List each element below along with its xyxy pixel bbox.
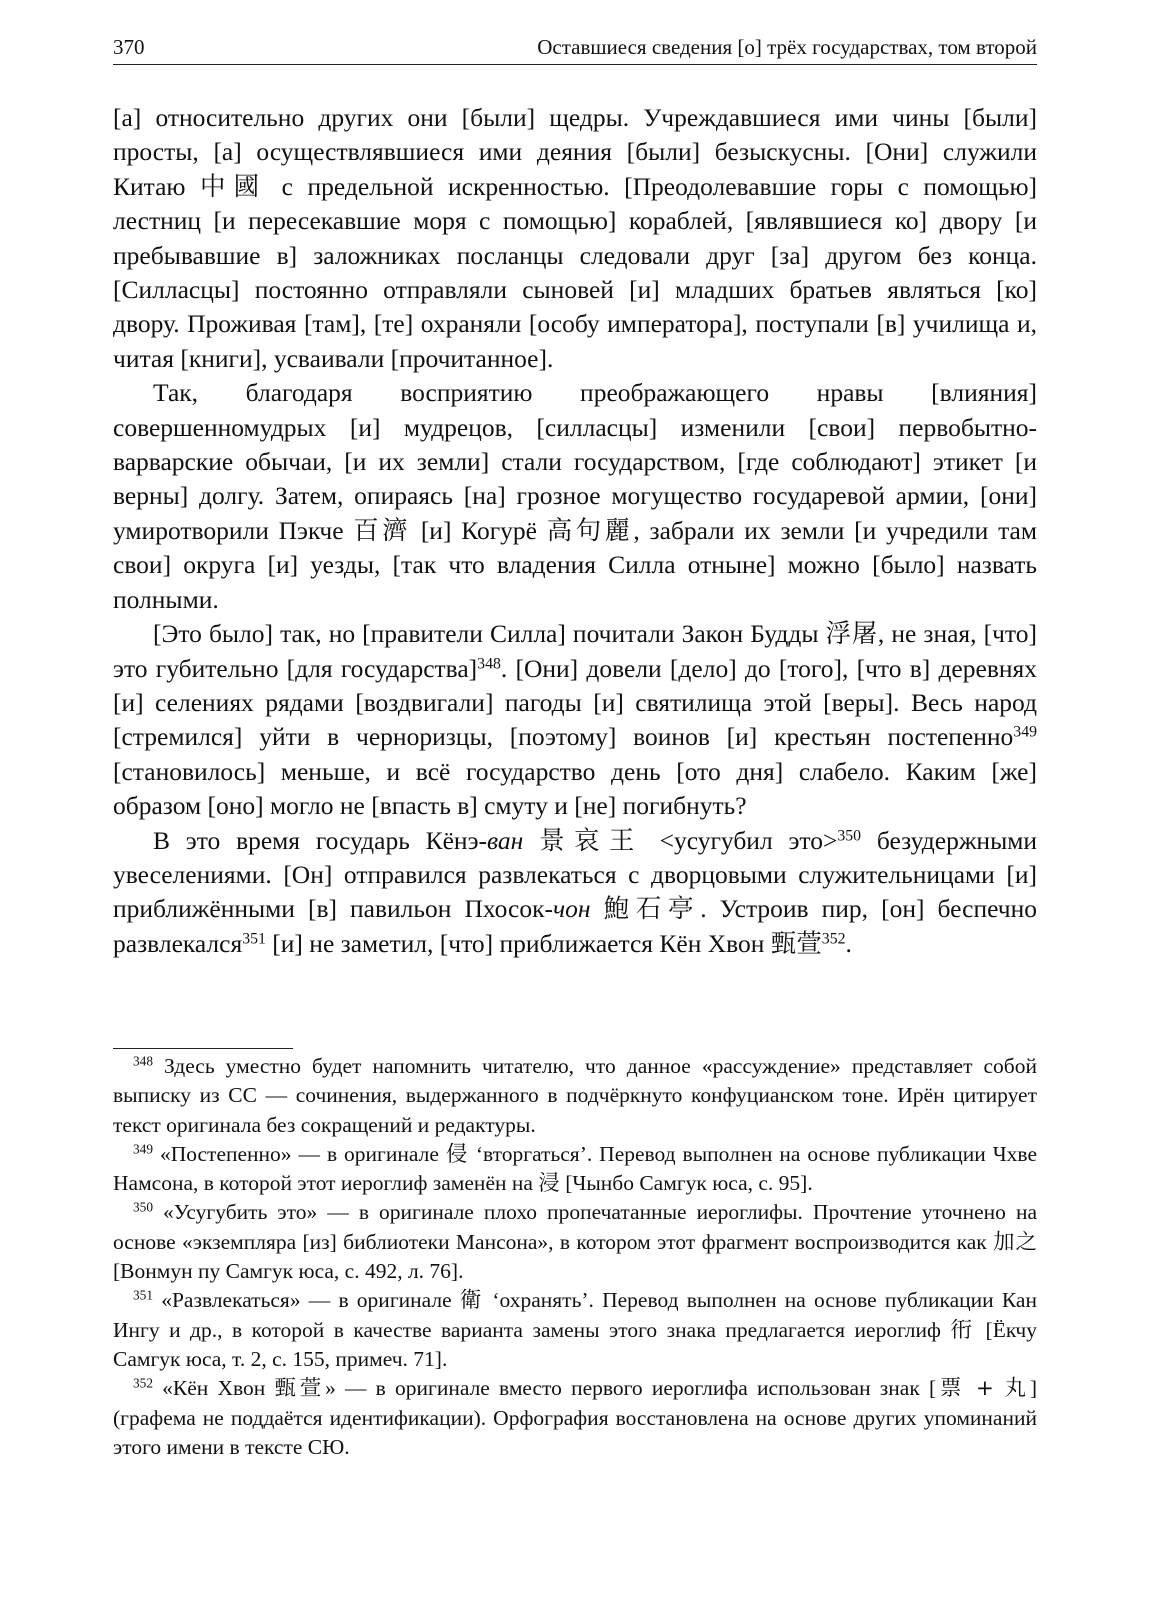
text-run: [Ёкчу Самгук юса, т. 2, с. 155, примеч. 71]. [113,1317,1037,1371]
chinese-characters: 高句麗 [546,515,634,546]
chinese-characters: 浮屠 [825,619,878,650]
chinese-characters: 侵 [445,1141,469,1167]
chinese-characters: 百濟 [353,515,412,546]
text-run: ] (графема не поддаётся идентификации). Орфография восстановлена на основе других упоминаний этого имени в тексте СЮ. [113,1376,1037,1459]
footnote-ref: 351 [133,1288,153,1304]
footnote [113,1198,1037,1286]
page-number: 370 [113,35,145,59]
text-run: <усугубил это> [643,825,838,855]
text-run: Здесь уместно будет напомнить читателю, что данное «рассуждение» представляет собой выписку из СС — сочинения, выдержанного в подчёркнуто конфуцианском тоне. Ирён цитирует текст оригинала без сокращений и редактуры. [113,1054,1037,1137]
text-run: , забрали их земли [и учредили там свои] округа [и] уезды, [так что владения Силла отныне] можно [было] назвать полными. [113,515,1037,614]
text-run: Так, благодаря восприятию преображающего нравы [влияния] совершенномудрых [и] мудрецов, [силласцы] изменили [свои] первобытно-варварские обычаи, [и их земли] стали государством, [где соблюдают] этикет [и верны] долгу. Затем, опираясь [на] грозное могущество государевой армии, [они] умиротворили Пэкче [113,378,1037,545]
italic-text: чон [553,894,591,924]
footnote [113,1140,1037,1199]
text-run: [Это было] так, но [правители Силла] почитали Закон Будды [153,619,826,649]
text-run: [и] Когурё [411,515,547,545]
footnote-divider [113,1048,293,1049]
footnote [113,1052,1037,1140]
text-run: ‘охранять’. Перевод выполнен на основе публикации Кан Ингу и др., в которой в качестве варианта замены этого знака предлагается иероглиф [113,1288,1037,1342]
text-run: , не зная, [что] это губительно [для государства] [113,619,1037,683]
text-run: «Усугубить это» — в оригинале плохо пропечатанные иероглифы. Прочтение уточнено на основе «экземпляра [из] библиотеки Мансона», в котором этот фрагмент воспроизводится как [113,1200,1037,1254]
text-run: В это время государь Кёнэ- [153,825,488,855]
chinese-characters: 鮑石亭 [603,894,701,925]
footnote [113,1374,1037,1462]
text-run [523,826,539,855]
text-run: [становилось] меньше, и всё государство день [ото дня] слабело. Каким [же] образом [оно] могло не [впасть в] смуту и [не] погибнуть? [113,756,1037,821]
text-run: . [Они] довели [дело] до [того], [что в] деревнях [и] селениях рядами [воздвигали] пагоды [и] святилища этой [веры]. Весь народ [стремился] уйти в черноризцы, [поэтому] воинов [и] крестьян постепенно [113,653,1037,752]
text-run: [а] относительно других они [были] щедры. Учреждавшиеся ими чины [были] просты, [а] осуществлявшиеся ими деяния [были] безыскусны. [Они] служили Китаю [113,103,1037,201]
footnote-ref: 350 [837,826,862,844]
footnote-ref: 349 [133,1141,153,1157]
chinese-characters: 甄萱 [274,1376,326,1402]
chinese-characters: 衎 [950,1317,977,1343]
chinese-characters: 加之 [993,1229,1037,1255]
footnote-ref: 351 [242,930,266,948]
footnote-ref: 349 [1013,723,1037,741]
text-run: «Постепенно» — в оригинале [153,1141,446,1166]
page-header [113,30,1037,65]
chinese-characters: 衛 [459,1288,485,1314]
text-run: . [845,928,852,958]
chinese-characters: 浸 [538,1171,560,1197]
footnote-ref: 352 [133,1375,153,1391]
chinese-characters: 甄萱 [770,928,822,959]
text-run [591,894,604,923]
paragraph [113,101,1037,376]
footnote-ref: 352 [821,930,846,948]
footnote-ref: 348 [477,654,501,672]
text-run: ‘вторгаться’. Перевод выполнен на основе публикации Чхве Намсона, в которой этот иероглиф заменён на [113,1141,1037,1196]
footnote-ref: 350 [133,1200,153,1216]
text-run: «Кён Хвон [153,1376,275,1401]
text-run: [Чынбо Самгук юса, с. 95]. [559,1171,813,1196]
running-title: Оставшиеся сведения [о] трёх государствах, том второй [537,35,1037,59]
paragraph [113,376,1037,617]
text-run: . Устроив пир, [он] беспечно развлекался [113,894,1037,958]
footnotes [113,1052,1037,1462]
text-run: «Развлекаться» — в оригинале [153,1288,460,1313]
paragraph [113,824,1037,962]
footnote-ref: 348 [133,1053,153,1069]
main-text [113,101,1037,961]
chinese-characters: 中國 [199,171,268,202]
text-run: [Вонмун пу Самгук юса, с. 492, л. 76]. [113,1259,464,1284]
footnote [113,1286,1037,1374]
text-run: [и] не заметил, [что] приближается Кён Хвон [265,928,771,958]
text-run: с предельной искренностью. [Преодолевавшие горы с помощью] лестниц [и пересекавшие моря с помощью] кораблей, [являвшиеся ко] двору [и пребывавшие в] заложниках посланцы следовали друг [за] другом без конца. [Силласцы] постоянно отправляли сыновей [и] младших братьев являться [ко] двору. Проживая [там], [те] охраняли [особу императора], поступали [в] училища и, читая [книги], усваивали [прочитанное]. [113,171,1038,373]
text-run: » — в оригинале вместо первого иероглифа использован знак [ [325,1376,937,1401]
chinese-characters: 景哀王 [539,825,644,856]
chinese-characters: 票 + 丸 [936,1376,1030,1402]
paragraph [113,617,1037,823]
text-run: безудержными увеселениями. [Он] отправился развлекаться с дворцовыми служительницами [и] приближёнными [в] павильон Пхосок- [113,825,1037,924]
italic-text: ван [487,825,524,855]
